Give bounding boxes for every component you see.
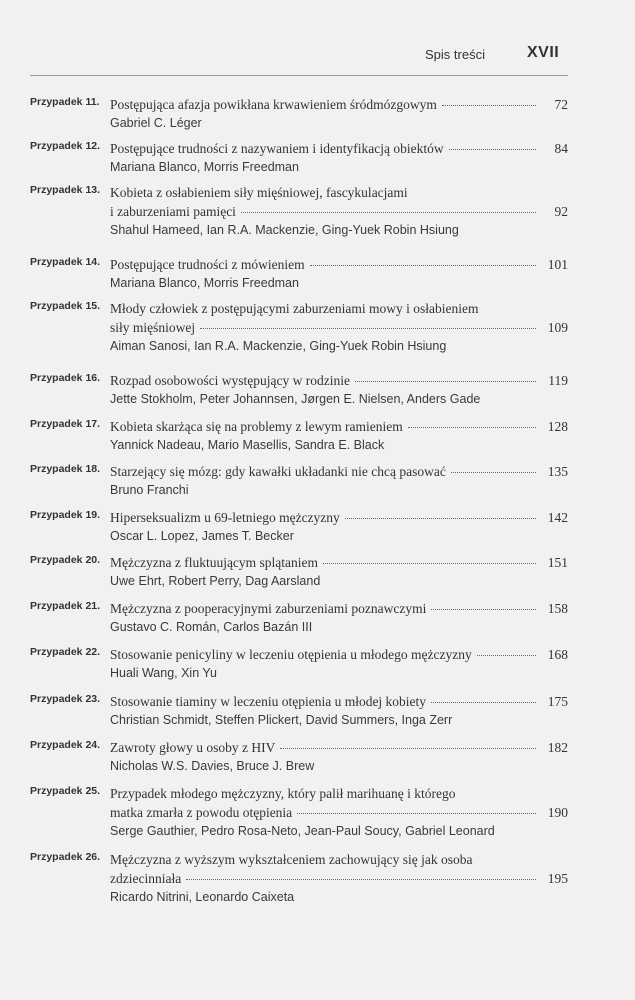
entry-page: 128 — [547, 419, 568, 434]
entry-title-line — [110, 139, 568, 158]
entry-title: i zaburzeniami pamięci — [110, 204, 236, 219]
entry-page: 135 — [547, 464, 568, 479]
entry-page: 175 — [547, 694, 568, 709]
toc-entry — [30, 139, 568, 177]
entry-title-line — [110, 692, 568, 711]
entry-page: 190 — [547, 805, 568, 820]
entry-title-line — [110, 738, 568, 757]
toc-entry — [30, 508, 568, 546]
entry-page: 101 — [547, 257, 568, 272]
entry-page: 84 — [554, 141, 568, 156]
toc-entry — [30, 645, 568, 683]
entry-authors: Uwe Ehrt, Robert Perry, Dag Aarsland — [110, 574, 321, 588]
entry-title: Zawroty głowy u osoby z HIV — [110, 740, 276, 755]
entry-page: 195 — [547, 871, 568, 886]
entry-authors: Bruno Franchi — [110, 483, 189, 497]
toc-entry — [30, 692, 568, 730]
case-label: Przypadek 25. — [30, 785, 101, 797]
case-label: Przypadek 20. — [30, 554, 101, 566]
dot-leader — [355, 380, 536, 382]
case-label: Przypadek 22. — [30, 646, 101, 658]
entry-title-line — [110, 417, 568, 436]
toc-entry — [30, 738, 568, 776]
entry-authors: Mariana Blanco, Morris Freedman — [110, 276, 299, 290]
case-label: Przypadek 19. — [30, 509, 101, 521]
dot-leader — [297, 812, 536, 814]
entry-title: Młody człowiek z postępującymi zaburzeniami mowy i osłabieniem — [110, 301, 479, 316]
toc-entry — [30, 95, 568, 133]
entry-page: 182 — [547, 740, 568, 755]
entry-title-line — [110, 95, 568, 114]
entry-title-line — [110, 299, 568, 318]
header-divider — [30, 75, 568, 76]
entry-title-line — [110, 784, 568, 803]
entry-title: zdziecinniała — [110, 871, 182, 886]
entry-title-line — [110, 599, 568, 618]
entry-title-line — [110, 850, 568, 869]
dot-leader — [323, 562, 536, 564]
case-label: Przypadek 24. — [30, 739, 101, 751]
dot-leader — [310, 264, 536, 266]
entry-title-line — [110, 371, 568, 390]
entry-authors: Oscar L. Lopez, James T. Becker — [110, 529, 294, 543]
entry-title-line — [110, 318, 568, 337]
entry-title: Kobieta z osłabieniem siły mięśniowej, fascykulacjami — [110, 185, 408, 200]
case-label: Przypadek 18. — [30, 463, 101, 475]
entry-page: 158 — [547, 601, 568, 616]
entry-authors: Yannick Nadeau, Mario Masellis, Sandra E. Black — [110, 438, 385, 452]
entry-authors: Serge Gauthier, Pedro Rosa-Neto, Jean-Paul Soucy, Gabriel Leonard — [110, 824, 495, 838]
dot-leader — [280, 747, 536, 749]
entry-title: Mężczyzna z pooperacyjnymi zaburzeniami poznawczymi — [110, 601, 427, 616]
case-label: Przypadek 16. — [30, 372, 101, 384]
entry-title-line — [110, 645, 568, 664]
entry-page: 119 — [548, 373, 568, 388]
entry-title: Przypadek młodego mężczyzny, który palił marihuanę i którego — [110, 786, 456, 801]
toc-entry — [30, 599, 568, 637]
entry-title: siły mięśniowej — [110, 320, 196, 335]
entry-authors: Gabriel C. Léger — [110, 116, 202, 130]
dot-leader — [477, 654, 536, 656]
entry-title: Stosowanie penicyliny w leczeniu otępienia u młodego mężczyzny — [110, 647, 472, 662]
dot-leader — [449, 148, 536, 150]
case-label: Przypadek 23. — [30, 693, 101, 705]
case-label: Przypadek 13. — [30, 184, 101, 196]
entry-title-line — [110, 255, 568, 274]
toc-entry — [30, 850, 568, 907]
toc-entry — [30, 183, 568, 240]
entry-title-line — [110, 183, 568, 202]
entry-page: 109 — [547, 320, 568, 335]
toc-entry — [30, 255, 568, 293]
entry-page: 151 — [547, 555, 568, 570]
entry-authors: Aiman Sanosi, Ian R.A. Mackenzie, Ging-Yuek Robin Hsiung — [110, 339, 447, 353]
entry-authors: Christian Schmidt, Steffen Plickert, David Summers, Inga Zerr — [110, 713, 453, 727]
case-label: Przypadek 15. — [30, 300, 101, 312]
dot-leader — [186, 878, 536, 880]
entry-title-line — [110, 508, 568, 527]
entry-title: Postępujące trudności z nazywaniem i identyfikacją obiektów — [110, 141, 444, 156]
entry-title: Stosowanie tiaminy w leczeniu otępienia u młodej kobiety — [110, 694, 427, 709]
entry-title-line — [110, 869, 568, 888]
entry-title: Kobieta skarżąca się na problemy z lewym ramieniem — [110, 419, 403, 434]
dot-leader — [442, 104, 536, 106]
entry-authors: Shahul Hameed, Ian R.A. Mackenzie, Ging-Yuek Robin Hsiung — [110, 223, 459, 237]
case-label: Przypadek 26. — [30, 851, 101, 863]
entry-title: Mężczyzna z wyższym wykształceniem zachowujący się jak osoba — [110, 852, 473, 867]
toc-entry — [30, 371, 568, 409]
entry-authors: Ricardo Nitrini, Leonardo Caixeta — [110, 890, 295, 904]
case-label: Przypadek 12. — [30, 140, 101, 152]
entry-title-line — [110, 553, 568, 572]
entry-title: Postępujące trudności z mówieniem — [110, 257, 305, 272]
section-title: Spis treści — [425, 47, 485, 62]
entry-page: 72 — [554, 97, 568, 112]
toc-entry — [30, 299, 568, 356]
entry-title-line — [110, 462, 568, 481]
entry-page: 92 — [554, 204, 568, 219]
page-number: XVII — [527, 44, 560, 61]
case-label: Przypadek 11. — [30, 96, 100, 108]
entry-title-line — [110, 803, 568, 822]
dot-leader — [431, 608, 536, 610]
case-label: Przypadek 21. — [30, 600, 101, 612]
dot-leader — [345, 517, 536, 519]
dot-leader — [408, 426, 536, 428]
toc-entry — [30, 417, 568, 455]
entry-page: 142 — [547, 510, 568, 525]
toc-entry — [30, 462, 568, 500]
entry-authors: Gustavo C. Román, Carlos Bazán III — [110, 620, 313, 634]
entry-title: Postępująca afazja powikłana krwawieniem śródmózgowym — [110, 97, 437, 112]
entry-authors: Jette Stokholm, Peter Johannsen, Jørgen E. Nielsen, Anders Gade — [110, 392, 481, 406]
dot-leader — [200, 327, 536, 329]
entry-title: Rozpad osobowości występujący w rodzinie — [110, 373, 350, 388]
entry-authors: Mariana Blanco, Morris Freedman — [110, 160, 299, 174]
entry-title: Starzejący się mózg: gdy kawałki układanki nie chcą pasować — [110, 464, 446, 479]
toc-entry — [30, 784, 568, 841]
entry-title-line — [110, 202, 568, 221]
entry-authors: Nicholas W.S. Davies, Bruce J. Brew — [110, 759, 315, 773]
entry-title: Mężczyzna z fluktuującym splątaniem — [110, 555, 319, 570]
dot-leader — [241, 211, 536, 213]
dot-leader — [451, 471, 536, 473]
entry-title: matka zmarła z powodu otępienia — [110, 805, 293, 820]
entry-authors: Huali Wang, Xin Yu — [110, 666, 218, 680]
entry-title: Hiperseksualizm u 69-letniego mężczyzny — [110, 510, 340, 525]
case-label: Przypadek 17. — [30, 418, 101, 430]
entry-page: 168 — [547, 647, 568, 662]
toc-entry — [30, 553, 568, 591]
dot-leader — [431, 701, 536, 703]
case-label: Przypadek 14. — [30, 256, 101, 268]
